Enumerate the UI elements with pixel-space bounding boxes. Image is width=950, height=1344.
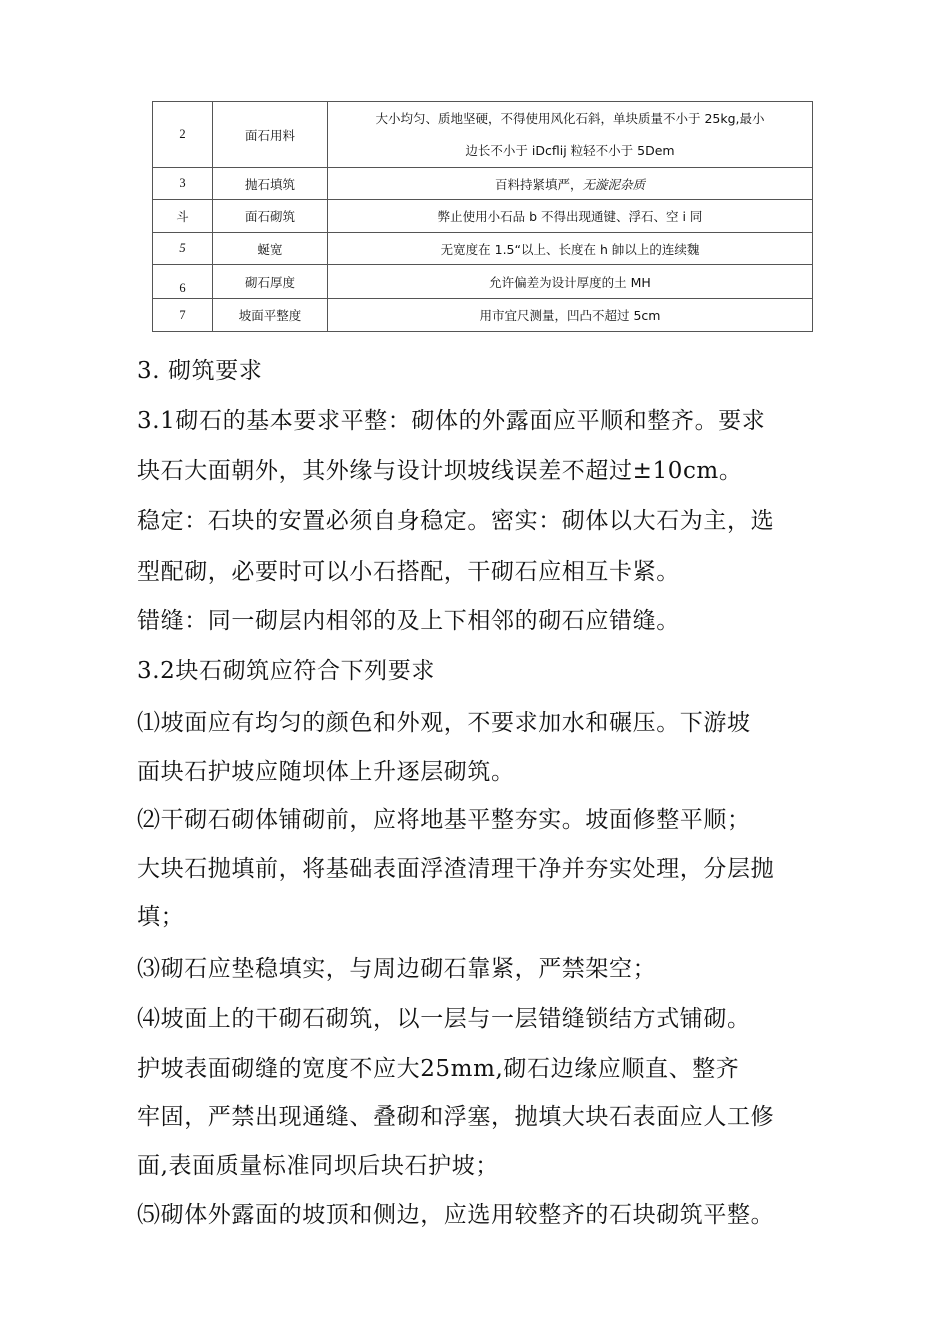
row-number: 6	[153, 265, 213, 299]
table-row	[153, 233, 813, 265]
paragraph-line: 面,表面质量标准同坝后块石护坡；	[137, 1153, 499, 1179]
table-row	[153, 168, 813, 200]
row-number: 2	[153, 102, 213, 168]
row-requirement: 允许偏差为设计厚度的土 MH	[328, 265, 813, 299]
row-requirement: 无宽度在 1.5“以上、长度在 h 帥以上的连续魏	[328, 233, 813, 265]
paragraph-line: ⑸砌体外露面的坡顶和侧边，应选用较整齐的石块砌筑平整。	[137, 1202, 775, 1228]
paragraph-line: 填；	[137, 904, 185, 930]
row-item: 蜒宽	[213, 233, 328, 265]
quality-standard-table	[152, 101, 813, 332]
subsection-heading: 3.2块石砌筑应符合下列要求	[137, 658, 435, 684]
row-number: 5	[153, 233, 213, 265]
row-number: 7	[153, 299, 213, 332]
row-number: 3	[153, 168, 213, 200]
row-requirement	[328, 168, 813, 200]
paragraph-line: ⑷坡面上的干砌石砌筑，以一层与一层错缝锁结方式铺砌。	[137, 1006, 751, 1032]
requirement-line: 边长不小于 iDcflij 粒轻不小于 5Dem	[465, 142, 675, 158]
paragraph-line: 型配砌，必要时可以小石搭配，干砌石应相互卡紧。	[137, 559, 680, 585]
section-heading: 3. 砌筑要求	[137, 358, 263, 384]
row-number: 斗	[153, 200, 213, 233]
requirement-text-italic: 无漩泥杂质	[582, 176, 646, 192]
paragraph-line: ⑵干砌石砌体铺砌前，应将地基平整夯实。坡面修整平顺；	[137, 807, 751, 833]
paragraph-line: 大块石抛填前，将基础表面浮渣清理干净并夯实处理，分层抛	[137, 856, 775, 882]
row-item: 坡面平整度	[213, 299, 328, 332]
table-row	[153, 200, 813, 233]
row-item: 砌石厚度	[213, 265, 328, 299]
paragraph-line: 面块石护坡应随坝体上升逐层砌筑。	[137, 759, 515, 785]
row-item: 抛石填筑	[213, 168, 328, 200]
paragraph-line: 3.1砌石的基本要求平整：砌体的外露面应平顺和整齐。要求	[137, 408, 766, 434]
requirement-text: 百料持紧填严，	[494, 176, 583, 192]
row-item: 面石用料	[213, 102, 328, 168]
table-row	[153, 265, 813, 299]
paragraph-line: 护坡表面砌缝的宽度不应大25mm,砌石边缘应顺直、整齐	[137, 1056, 740, 1082]
table-row	[153, 299, 813, 332]
row-item: 面石砌筑	[213, 200, 328, 233]
paragraph-line: 稳定：石块的安置必须自身稳定。密实：砌体以大石为主，选	[137, 508, 775, 534]
paragraph-line: ⑴坡面应有均匀的颜色和外观，不要求加水和碾压。下游坡	[137, 710, 751, 736]
paragraph-line: 牢固，严禁出现通缝、叠砌和浮塞，抛填大块石表面应人工修	[137, 1104, 775, 1130]
row-requirement	[328, 102, 813, 168]
paragraph-line: 错缝：同一砌层内相邻的及上下相邻的砌石应错缝。	[137, 608, 680, 634]
requirement-line: 大小均匀、质地坚硬，不得使用风化石斜，单块质量不小于 25kg,最小	[375, 110, 765, 126]
row-requirement: 用市宜尺测量，凹凸不超过 5cm	[328, 299, 813, 332]
paragraph-line: 块石大面朝外，其外缘与设计坝坡线误差不超过±10cm。	[137, 458, 743, 484]
row-requirement: 弊止使用小石品 b 不得出现通键、浮石、空 i 同	[328, 200, 813, 233]
paragraph-line: ⑶砌石应垫稳填实，与周边砌石靠紧，严禁架空；	[137, 956, 657, 982]
table-row	[153, 102, 813, 168]
